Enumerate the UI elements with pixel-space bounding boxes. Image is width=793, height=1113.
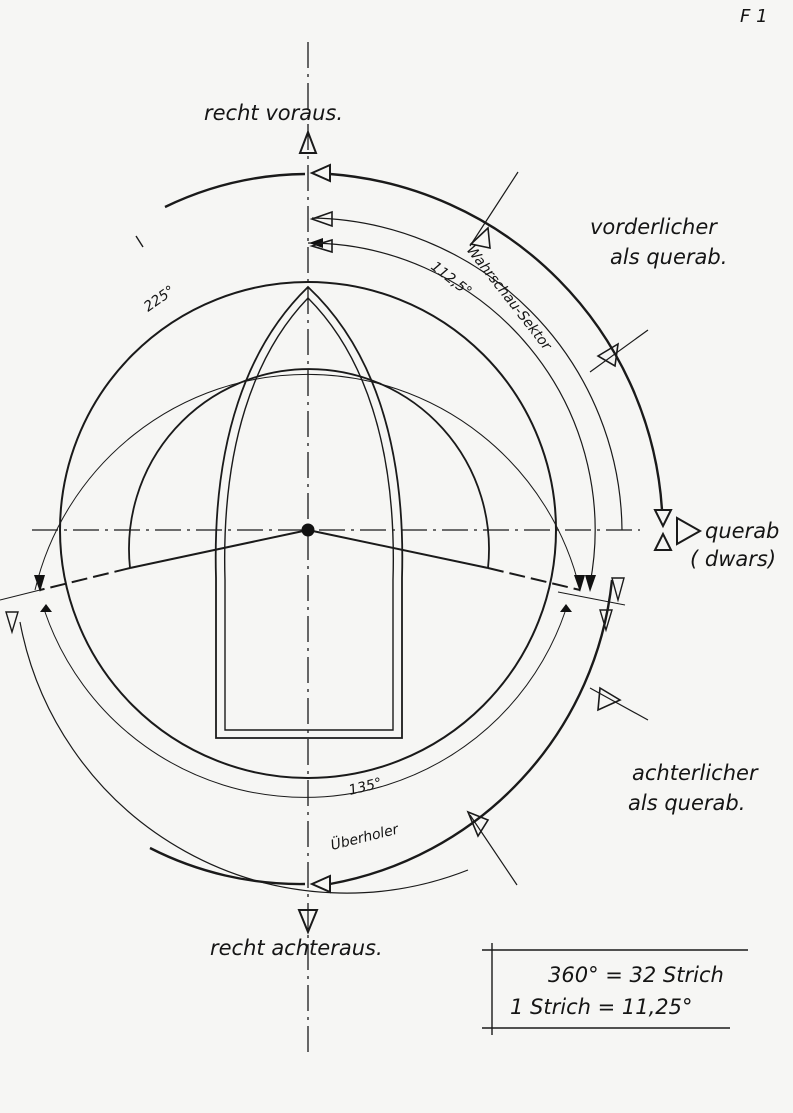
outer-arc-upper-left [165, 174, 305, 207]
label-forward-line1: vorderlicher [590, 215, 717, 239]
masthead-angle-label: 225° [141, 282, 178, 316]
label-aft-line1: achterlicher [632, 761, 758, 785]
label-astern: recht achteraus. [210, 936, 383, 960]
sidelight-arc-arrowhead-end [585, 575, 596, 592]
sector-boundary-port [130, 530, 308, 568]
aft-port-arc [20, 622, 468, 893]
sector-boundary-port-ext [40, 568, 130, 590]
tick-aft-lower [470, 815, 517, 885]
abeam-arrow-icon [677, 518, 700, 544]
sector-boundary-starboard-ext [488, 568, 580, 590]
tick-forward-lower [590, 330, 648, 372]
sternlight-name-label: Überholer [329, 821, 401, 854]
legend-line2: 1 Strich = 11,25° [510, 995, 693, 1019]
sternlight-angle-label: 135° [347, 775, 384, 799]
stern-arc-arrowhead-right [560, 604, 572, 612]
outer-arc-lower-left [150, 848, 305, 884]
aft-arc-arrow-icon [312, 876, 330, 892]
abeam-arrow-up-icon [655, 534, 671, 550]
light-position-dot [302, 524, 315, 537]
sector-boundary-port-tick [0, 590, 40, 600]
sidelight-name-label: Wahrschau-Sektor [462, 242, 555, 354]
sector-boundary-starboard-tick [558, 592, 625, 605]
sidelight-angle-label: 112,5° [427, 258, 475, 301]
sector-boundary-starboard [308, 530, 488, 568]
label-forward-line2: als querab. [610, 245, 728, 269]
sheet-number: F 1 [740, 6, 768, 27]
label-aft-line2: als querab. [628, 791, 746, 815]
outer-arc-tick [136, 236, 143, 247]
legend-line1: 360° = 32 Strich [548, 963, 724, 987]
forward-arc-arrow-icon [312, 165, 330, 181]
sidelight-end-arrow-icon [612, 578, 624, 600]
label-abeam-line1: querab [705, 519, 780, 543]
port-arc-arrow-icon [6, 612, 18, 632]
tick-forward-upper [470, 172, 518, 246]
label-abeam-line2: ( dwars) [690, 547, 777, 571]
sternlight-sector-arc [45, 612, 565, 797]
stern-arc-arrowhead-left [40, 604, 52, 612]
sidelight-sector-arc [308, 243, 595, 584]
inner-arc [129, 369, 489, 568]
boat-hull-outer [216, 287, 403, 738]
abeam-arrow-down-icon [655, 510, 671, 526]
boat-hull-inner [225, 298, 394, 730]
forward-quarter-arc [312, 218, 622, 530]
label-ahead: recht voraus. [204, 101, 344, 125]
